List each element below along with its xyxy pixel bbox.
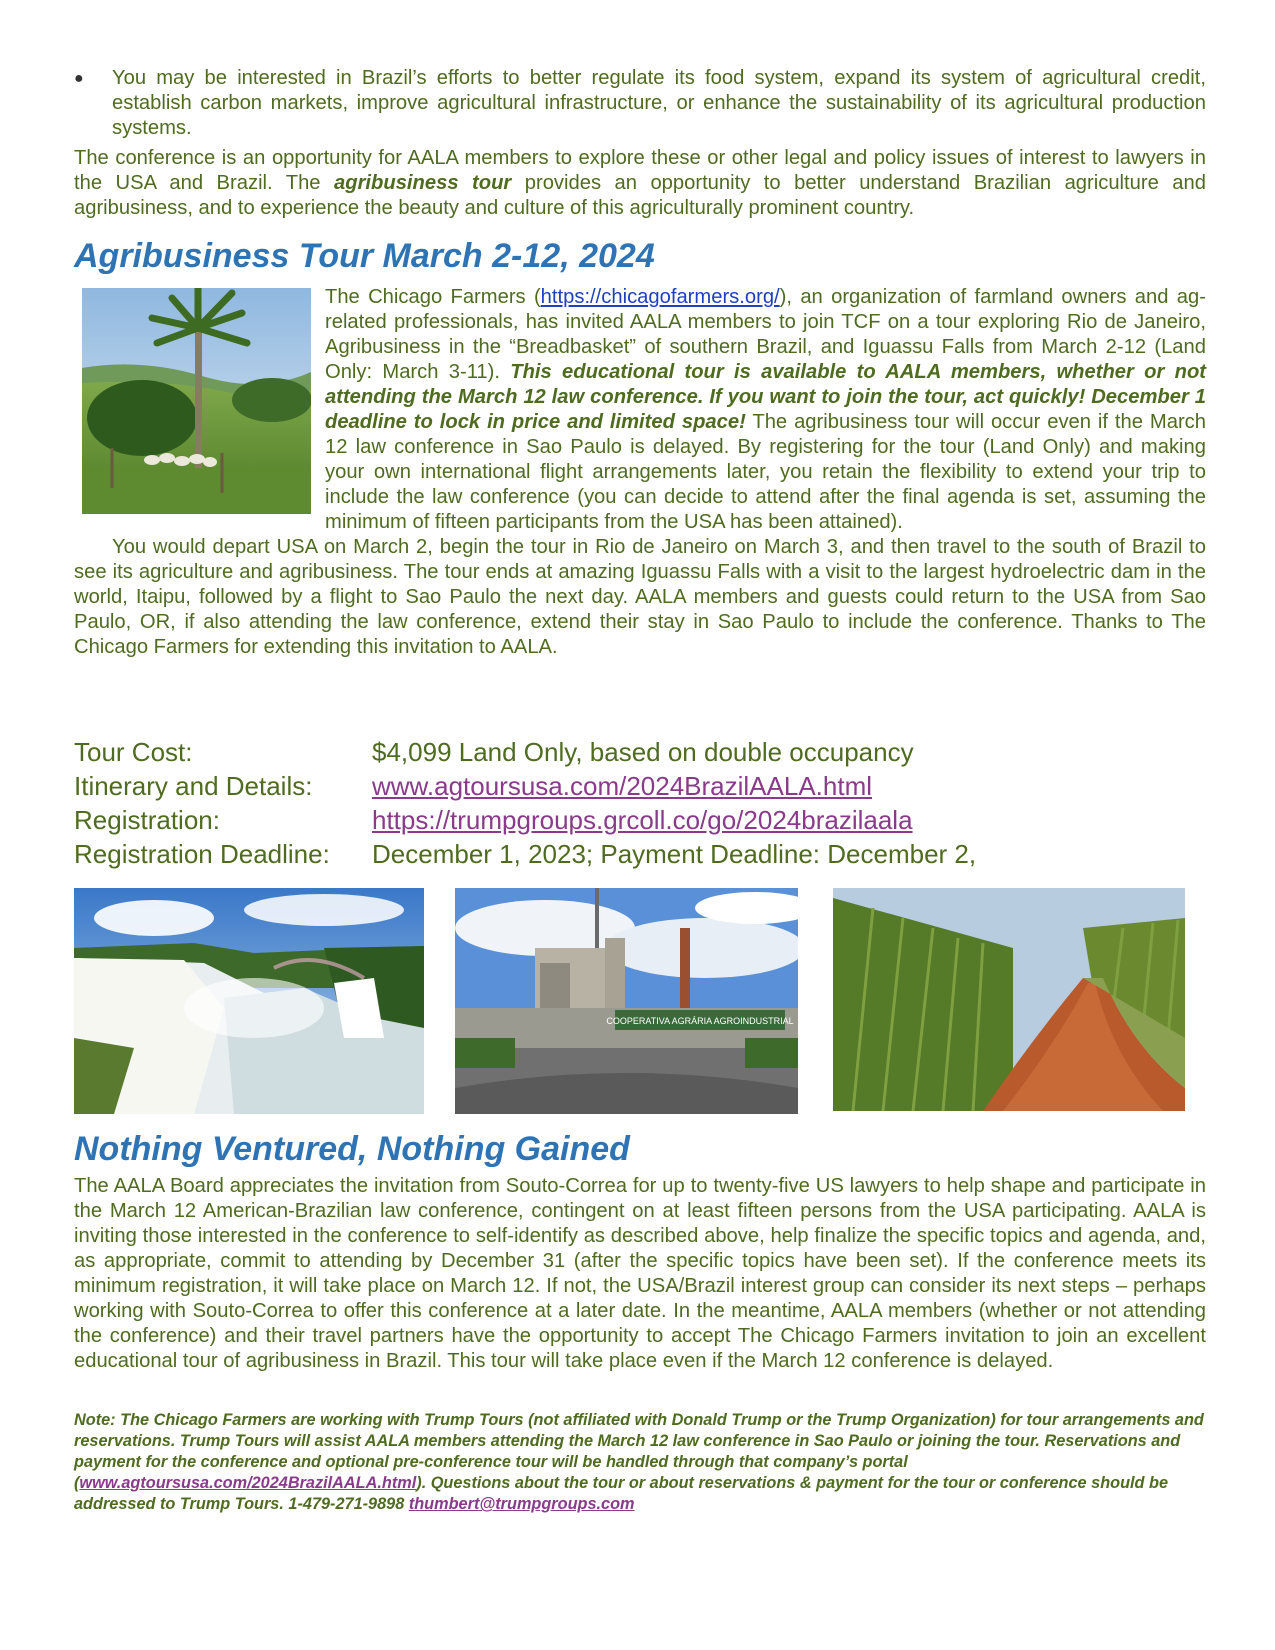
note-itinerary-link[interactable]: www.agtoursusa.com/2024BrazilAALA.html — [79, 1474, 417, 1492]
intro-emphasis: agribusiness tour — [334, 172, 512, 194]
bullet-marker: ● — [74, 70, 84, 87]
details-row-deadline — [74, 837, 1214, 871]
details-row-cost — [74, 735, 1214, 769]
tour-details — [74, 735, 1214, 871]
tour-p1-emphasis: This educational tour is available to AALA members, whether or not attending the March 12 law conference. If you want to join the tour, act quickly! December 1 deadline to lock in price and limited space! — [325, 361, 1206, 433]
tour-heading: Agribusiness Tour March 2-12, 2024 — [74, 237, 655, 275]
details-label: Registration Deadline: — [74, 839, 330, 869]
chicagofarmers-link[interactable]: https://chicagofarmers.org/ — [540, 286, 780, 308]
tour-p1-text-c: The agribusiness tour will occur even if the March 12 law conference in Sao Paulo is delayed. By registering for the tour (Land Only) and making your own international flight arrangements later, you retain the flexibility to extend your trip to include the law conference (you can decide to attend after the final agenda is set, assuming the minimum of fifteen participants from the USA has been attained). — [325, 411, 1206, 533]
intro-text-1: The conference is an opportunity for AALA members to explore these or other legal and policy issues of interest to lawyers in the USA and Brazil. The — [74, 147, 1206, 194]
nothing-ventured-paragraph: The AALA Board appreciates the invitation from Souto-Correa for up to twenty-five US lawyers to help shape and participate in the March 12 American-Brazilian law conference, contingent on at least fifteen persons from the USA participating. AALA is inviting those interested in the conference to self-identify as described above, help finalize the specific topics and agenda, and, as appropriate, commit to attending by December 31 (after the specific topics have been set). If the conference meets its minimum registration, it will take place on March 12. If not, the USA/Brazil interest group can consider its next steps – perhaps working with Souto-Correa to offer this conference at a later date. In the meantime, AALA members (whether or not attending the conference) and their travel partners have the opportunity to accept The Chicago Farmers invitation to join an excellent educational tour of agribusiness in Brazil. This tour will take place even if the March 12 conference is delayed. — [74, 1175, 1206, 1372]
details-label: Tour Cost: — [74, 737, 193, 767]
tour-section — [74, 285, 1206, 660]
tour-p1-text-a: The Chicago Farmers ( — [325, 286, 541, 308]
nothing-ventured-heading: Nothing Ventured, Nothing Gained — [74, 1130, 630, 1168]
cooperative-sign-text: COOPERATIVA AGRÁRIA AGROINDUSTRIAL — [606, 1016, 794, 1026]
bullet-text: You may be interested in Brazil’s efforts to better regulate its food system, expand its system of agricultural credit, establish carbon markets, improve agricultural infrastructure, or enhance the sustainability of its agricultural production systems. — [112, 67, 1206, 139]
details-value: December 1, 2023; Payment Deadline: December 2, — [372, 839, 977, 869]
email-link[interactable]: thumbert@trumpgroups.com — [408, 1495, 635, 1513]
footer-note — [74, 1410, 1206, 1515]
intro-paragraph — [74, 146, 1206, 221]
bullet-item — [74, 66, 1206, 141]
note-text-a: Note: The Chicago Farmers are working with Trump Tours (not affiliated with Donald Trump or the Trump Organization) for tour arrangements and reservations. Trump Tours will assist AALA members attending the March 12 law conference in Sao Paulo or joining the tour. Reservations and payment for the conference and optional pre-conference tour will be handled through that company’s portal ( — [74, 1411, 1204, 1492]
details-row-registration — [74, 803, 1214, 837]
cooperative-building-photo — [455, 888, 798, 1114]
details-value: $4,099 Land Only, based on double occupancy — [372, 737, 914, 767]
tour-p1-text-b: ), an organization of farmland owners and ag-related professionals, has invited AALA members to join TCF on a tour exploring Rio de Janeiro, Agribusiness in the “Breadbasket” of southern Brazil, and Iguassu Falls from March 2-12 (Land Only: March 3-11). — [325, 286, 1206, 383]
farm-palm-photo — [82, 288, 311, 514]
tour-paragraph-2: You would depart USA on March 2, begin the tour in Rio de Janeiro on March 3, and then travel to the south of Brazil to see its agriculture and agribusiness. The tour ends at amazing Iguassu Falls with a visit to the largest hydroelectric dam in the world, Itaipu, followed by a flight to Sao Paulo the next day. AALA members and guests could return to the USA from Sao Paulo, OR, if also attending the law conference, extend their stay in Sao Paulo to include the conference. Thanks to The Chicago Farmers for extending this invitation to AALA. — [74, 536, 1206, 658]
iguassu-falls-photo — [74, 888, 424, 1114]
details-label: Registration: — [74, 805, 220, 835]
registration-link[interactable]: https://trumpgroups.grcoll.co/go/2024brazilaala — [372, 805, 913, 835]
intro-text-2: provides an opportunity to better understand Brazilian agriculture and agribusiness, and to experience the beauty and culture of this agriculturally prominent country. — [74, 172, 1206, 219]
note-text-b: ). Questions about the tour or about reservations & payment for the tour or conference should be addressed to Trump Tours. 1-479-271-9898 — [74, 1474, 1169, 1513]
cornfield-road-photo — [833, 888, 1185, 1111]
itinerary-link[interactable]: www.agtoursusa.com/2024BrazilAALA.html — [372, 771, 873, 801]
details-label: Itinerary and Details: — [74, 771, 313, 801]
details-row-itinerary — [74, 769, 1214, 803]
